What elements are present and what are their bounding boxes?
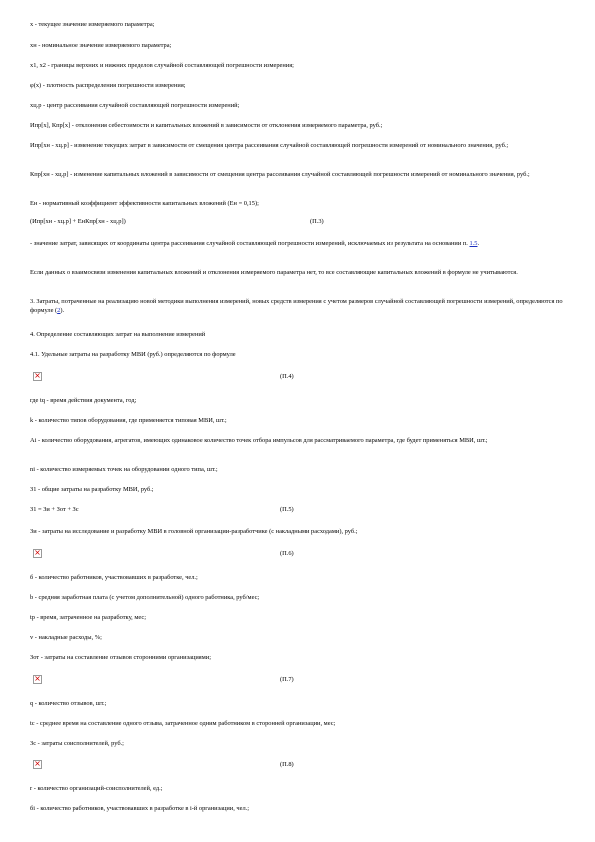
text-line: Зот - затраты на составление отзывов сторонними организациями; [30,654,211,661]
formula-number: (П.5) [280,506,294,513]
formula-expression: З1 = Зи + Зот + Зс [30,506,79,513]
text-line: Ен - нормативный коэффициент эффективности капитальных вложений (Ен = 0,15); [30,200,259,207]
text-line: b - средняя заработная плата (с учетом дополнительной) одного работника, руб/мес; [30,594,260,601]
text-line-body: 3. Затраты, потраченные на реализацию новой методики выполнения измерений, новых средств измерения с учетом размеров случайной составляющей погрешности измерений, определяются по формуле ( [30,298,563,314]
section-link[interactable]: 1.5 [469,240,478,247]
broken-image-icon [33,372,42,381]
text-line-body: - значение затрат, зависящих от координаты центра рассеивания случайной составляющей погрешности измерений, исключаемых из результата на основании п. [30,240,470,247]
text-line: r - количество организаций-соисполнителей, ед.; [30,785,163,792]
text-line: xн - номинальное значение измеряемого параметра; [30,42,172,49]
formula-number: (П.7) [280,676,294,683]
text-line: φ(x) - плотность распределения погрешности измерения; [30,82,186,89]
text-line: Ai - количество оборудования, агрегатов, имеющих одинаковое количество точек отбора импульсов для рассматриваемого параметра, где будет применяться МВИ, шт.; [30,437,488,444]
formula-p6 [30,549,565,561]
text-line: Ипр[xн - xц.р] - изменение текущих затрат в зависимости от смещения центра рассеивания случайной составляющей погрешности измерений от номинального значения, руб.; [30,142,509,149]
text-line: v - накладные расходы, %; [30,634,102,641]
text-line: Если данных о взаимосвязи изменения капитальных вложений и отклонения измеряемого параметра нет, то все составляющие капитальных вложений в формуле не учитываются. [30,269,518,276]
text-line: З1 - общие затраты на разработку МВИ, руб.; [30,486,154,493]
formula-number: (П.6) [280,550,294,557]
formula-expression: (Ипр[xн - xц.р] + ЕнКпр[xн - xц.р]) [30,218,126,225]
text-line [30,239,565,248]
text-line: Зс - затраты соисполнителей, руб.; [30,740,124,747]
punctuation: ). [60,307,65,314]
text-line: Кпр[xн - xц.р] - изменение капитальных вложений в зависимости от смещения центра рассеивания случайной составляющей погрешности измерений от номинального значения, руб.; [30,171,530,178]
section-heading: 4. Определение составляющих затрат на выполнение измерений [30,331,206,338]
text-line: Ипр[x], Кпр[x] - отклонения себестоимости и капитальных вложений в зависимости от отклонения измеряемого параметра, руб.; [30,122,383,129]
formula-p7 [30,675,565,687]
text-line [30,297,565,315]
text-line: ni - количество измеряемых точек на оборудовании одного типа, шт.; [30,466,218,473]
formula-number: (П.8) [280,761,294,768]
formula-number: (П.3) [310,218,324,225]
formula-p8 [30,760,565,772]
text-line: бi - количество работников, участвовавших в разработке в i-й организации, чел.; [30,805,250,812]
formula-link[interactable]: 2 [57,307,61,314]
punctuation: . [477,240,480,247]
formula-p5 [30,505,565,517]
text-line: где tq - время действия документа, год; [30,397,137,404]
broken-image-icon [33,675,42,684]
formula-p4 [30,372,565,384]
text-line: q - количество отзывов, шт.; [30,700,107,707]
formula-number: (П.4) [280,373,294,380]
broken-image-icon [33,760,42,769]
broken-image-icon [33,549,42,558]
text-line: б - количество работников, участвовавших в разработке, чел.; [30,574,198,581]
text-line: tр - время, затраченное на разработку, мес; [30,614,146,621]
text-line: k - количество типов оборудования, где применяется типовая МВИ, шт.; [30,417,227,424]
text-line: Зи - затраты на исследование и разработку МВИ в головной организации-разработчике (с накладными расходами), руб.; [30,528,358,535]
formula-p3 [30,217,565,229]
text-line: x1, x2 - границы верхних и нижних пределов случайной составляющей погрешности измерения; [30,62,294,69]
text-line: xц.р - центр рассеивания случайной составляющей погрешности измерений; [30,102,240,109]
text-line: tc - среднее время на составление одного отзыва, затраченное одним работником в сторонней организации, мес; [30,720,336,727]
text-line: 4.1. Удельные затраты на разработку МВИ (руб.) определяются по формуле [30,351,236,358]
text-line: x - текущее значение измеряемого параметра; [30,21,155,28]
